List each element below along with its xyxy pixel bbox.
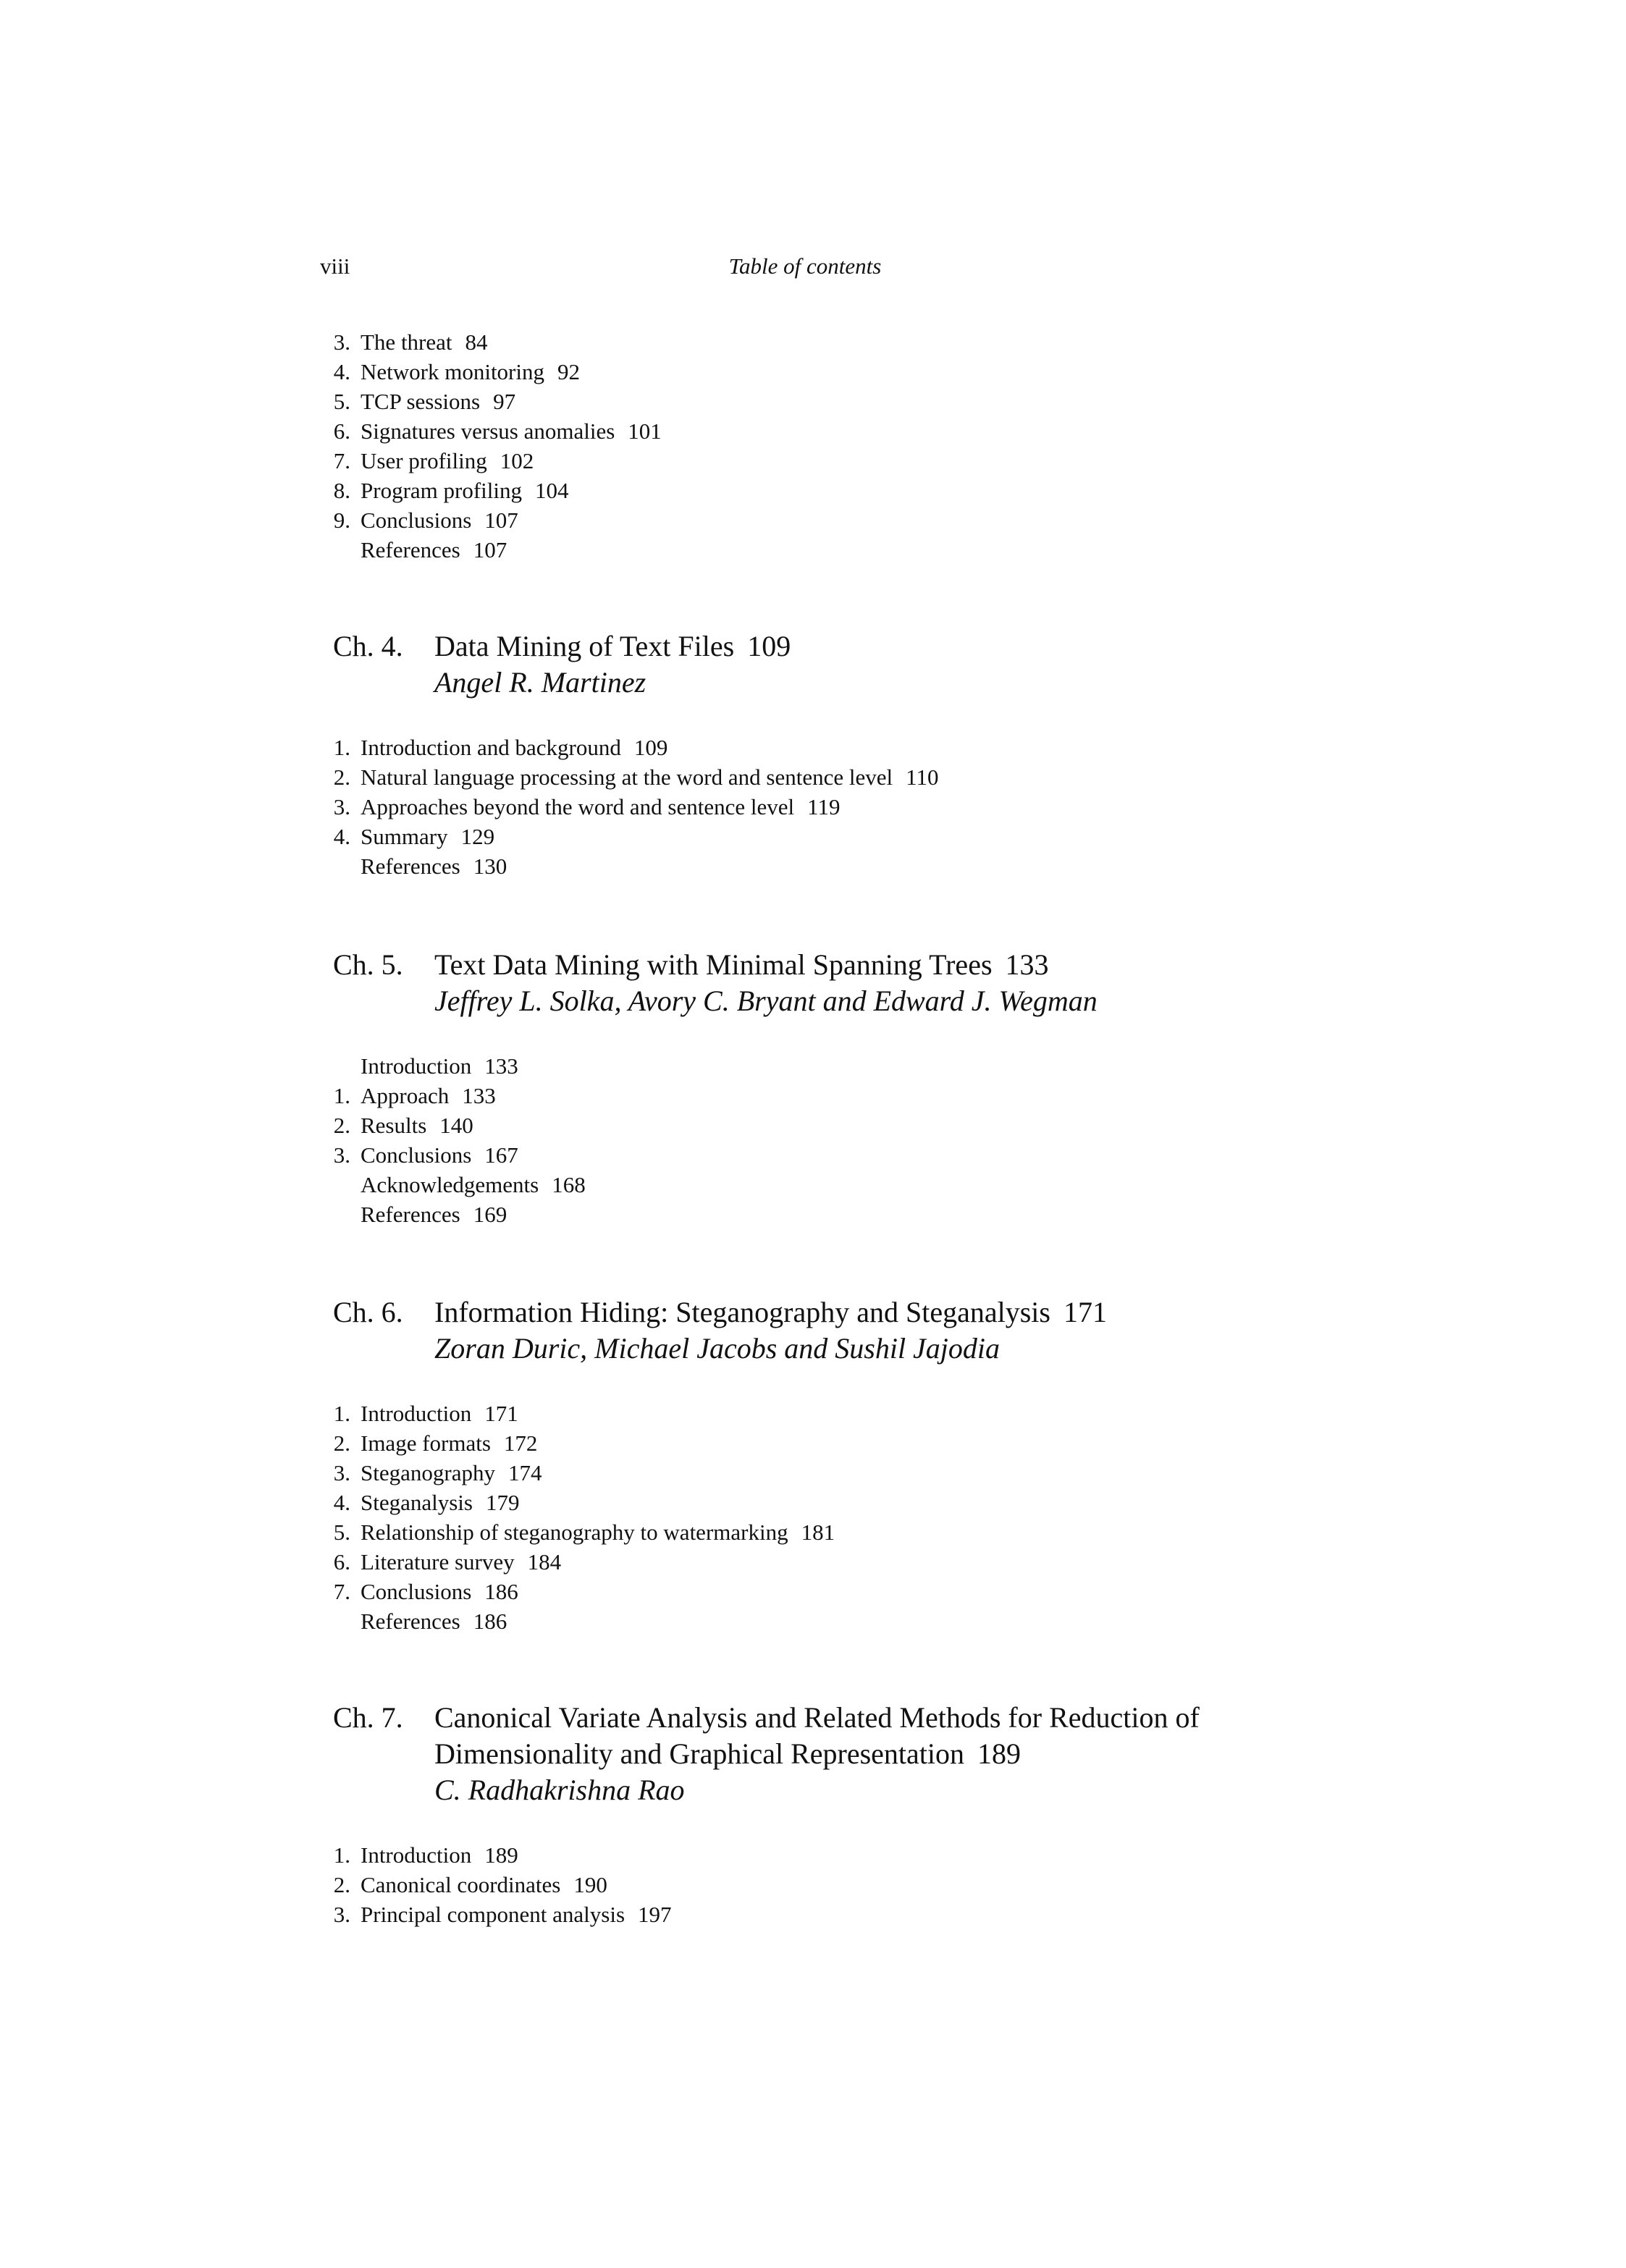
chapter-label: Ch. 6. [333, 1296, 403, 1328]
chapter-page: 133 [1005, 948, 1049, 981]
chapter-author: Zoran Duric, Michael Jacobs and Sushil Jajodia [434, 1332, 1001, 1365]
chapter-page: 171 [1063, 1296, 1107, 1328]
chapter-page: 189 [977, 1737, 1021, 1770]
page-header [320, 253, 1290, 288]
running-title: Table of contents [728, 253, 882, 279]
chapter-title: Information Hiding: Steganography and Steganalysis [434, 1296, 1050, 1328]
chapter-label: Ch. 5. [333, 948, 403, 981]
chapter-title: Dimensionality and Graphical Representation [434, 1737, 965, 1770]
chapter-label: Ch. 7. [333, 1701, 403, 1734]
chapter-author: Angel R. Martinez [434, 666, 646, 699]
chapter-page: 109 [747, 630, 791, 662]
chapter-label: Ch. 4. [333, 630, 403, 662]
chapter-title: Canonical Variate Analysis and Related Methods for Reduction of [434, 1701, 1200, 1734]
chapter-author: C. Radhakrishna Rao [434, 1774, 685, 1806]
chapter-author: Jeffrey L. Solka, Avory C. Bryant and Edward J. Wegman [434, 985, 1098, 1017]
chapter-title: Text Data Mining with Minimal Spanning Trees [434, 948, 993, 981]
chapter-title: Data Mining of Text Files [434, 630, 735, 662]
page-number: viii [320, 253, 350, 279]
